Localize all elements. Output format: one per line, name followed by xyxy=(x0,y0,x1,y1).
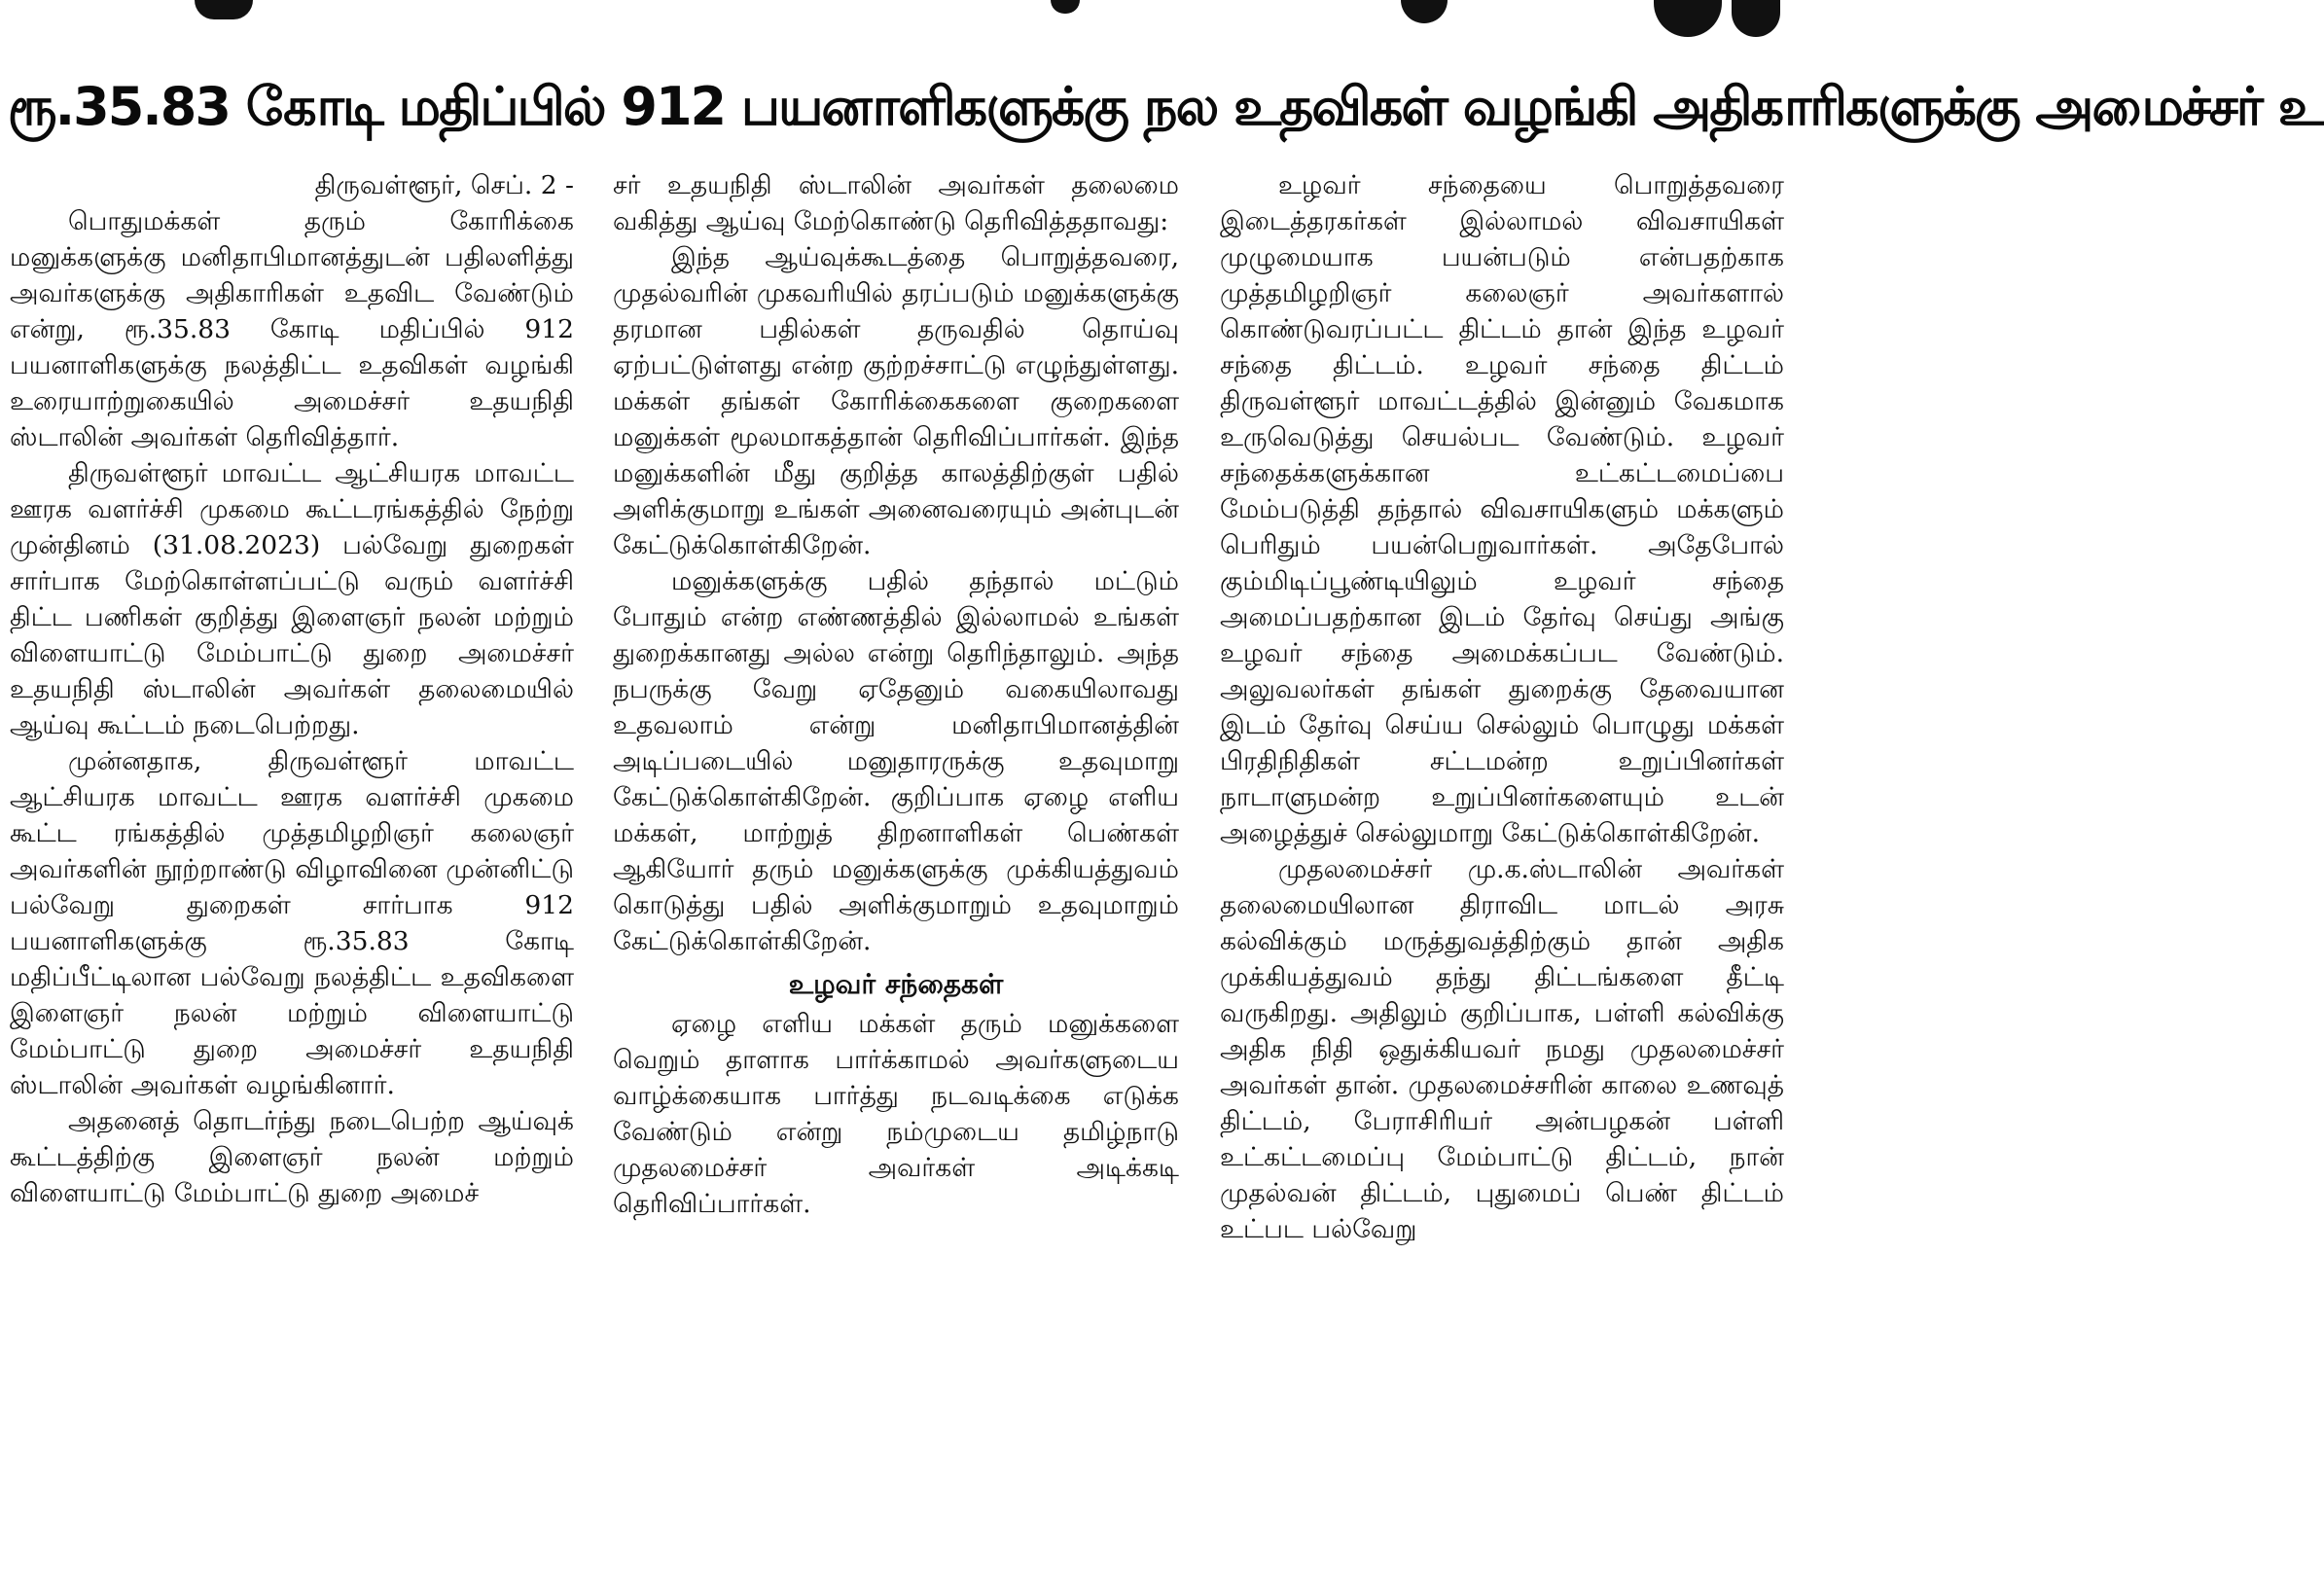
cropped-glyph-3 xyxy=(1401,0,1448,23)
subheading: உழவர் சந்தைகள் xyxy=(788,968,1004,1000)
paragraph: முன்னதாக, திருவள்ளூர் மாவட்ட ஆட்சியரக மாவட்ட ஊரக வளர்ச்சி முகமை கூட்ட ரங்கத்தில் முத்தமிழறிஞர் கலைஞர் அவர்களின் நூற்றாண்டு விழாவினை முன்னிட்டு பல்வேறு துறைகள் சார்பாக 912 பயனாளிகளுக்கு ரூ.35.83 கோடி மதிப்பீட்டிலான பல்வேறு நலத்திட்ட உதவிகளை இளைஞர் நலன் மற்றும் விளையாட்டு மேம்பாட்டு துறை அமைச்சர் உதயநிதி ஸ்டாலின் அவர்கள் வழங்கினார். xyxy=(10,746,574,1100)
article-column-2 xyxy=(613,167,1179,1578)
cropped-glyph-5 xyxy=(1732,0,1780,37)
paragraph: ஏழை எளிய மக்கள் தரும் மனுக்களை வெறும் தாளாக பார்க்காமல் அவர்களுடைய வாழ்க்கையாக பார்த்து நடவடிக்கை எடுக்க வேண்டும் என்று நம்முடைய தமிழ்நாடு முதலமைச்சர் அவர்கள் அடிக்கடி தெரிவிப்பார்கள். xyxy=(613,1009,1179,1219)
paragraph: அதனைத் தொடர்ந்து நடைபெற்ற ஆய்வுக் கூட்டத்திற்கு இளைஞர் நலன் மற்றும் விளையாட்டு மேம்பாட்டு துறை அமைச் xyxy=(10,1106,574,1208)
paragraph: திருவள்ளூர் மாவட்ட ஆட்சியரக மாவட்ட ஊரக வளர்ச்சி முகமை கூட்டரங்கத்தில் நேற்று முன்தினம் (31.08.2023) பல்வேறு துறைகள் சார்பாக மேற்கொள்ளப்பட்டு வரும் வளர்ச்சி திட்ட பணிகள் குறித்து இளைஞர் நலன் மற்றும் விளையாட்டு மேம்பாட்டு துறை அமைச்சர் உதயநிதி ஸ்டாலின் அவர்கள் தலைமையில் ஆய்வு கூட்டம் நடைபெற்றது. xyxy=(10,458,574,740)
paragraph: உழவர் சந்தையை பொறுத்தவரை இடைத்தரகர்கள் இல்லாமல் விவசாயிகள் முழுமையாக பயன்படும் என்பதற்காக முத்தமிழறிஞர் கலைஞர் அவர்களால் கொண்டுவரப்பட்ட திட்டம் தான் இந்த உழவர் சந்தை திட்டம். உழவர் சந்தை திட்டம் திருவள்ளூர் மாவட்டத்தில் இன்னும் வேகமாக உருவெடுத்து செயல்பட வேண்டும். உழவர் சந்தைக்களுக்கான உட்கட்டமைப்பை மேம்படுத்தி தந்தால் விவசாயிகளும் மக்களும் பெரிதும் பயன்பெறுவார்கள். அதேபோல் கும்மிடிப்பூண்டியிலும் உழவர் சந்தை அமைப்பதற்கான இடம் தேர்வு செய்து அங்கு உழவர் சந்தை அமைக்கப்பட வேண்டும். அலுவலர்கள் தங்கள் துறைக்கு தேவையான இடம் தேர்வு செய்ய செல்லும் பொழுது மக்கள் பிரதிநிதிகள் சட்டமன்ற உறுப்பினர்கள் நாடாளுமன்ற உறுப்பினர்களையும் உடன் அழைத்துச் செல்லுமாறு கேட்டுக்கொள்கிறேன். xyxy=(1220,170,1784,848)
cropped-masthead-strip xyxy=(0,0,1788,44)
cropped-glyph-1 xyxy=(195,0,253,19)
paragraph: முதலமைச்சர் மு.க.ஸ்டாலின் அவர்கள் தலைமையிலான திராவிட மாடல் அரசு கல்விக்கும் மருத்துவத்திற்கும் தான் அதிக முக்கியத்துவம் தந்து திட்டங்களை தீட்டி வருகிறது. அதிலும் குறிப்பாக, பள்ளி கல்விக்கு அதிக நிதி ஒதுக்கியவர் நமது முதலமைச்சர் அவர்கள் தான். முதலமைச்சரின் காலை உணவுத் திட்டம், பேராசிரியர் அன்பழகன் பள்ளி உட்கட்டமைப்பு மேம்பாட்டு திட்டம், நான் முதல்வன் திட்டம், புதுமைப் பெண் திட்டம் உட்பட பல்வேறு xyxy=(1220,854,1784,1244)
paragraph: இந்த ஆய்வுக்கூடத்தை பொறுத்தவரை, முதல்வரின் முகவரியில் தரப்படும் மனுக்களுக்கு தரமான பதில்கள் தருவதில் தொய்வு ஏற்பட்டுள்ளது என்ற குற்றச்சாட்டு எழுந்துள்ளது. மக்கள் தங்கள் கோரிக்கைகளை குறைகளை மனுக்கள் மூலமாகத்தான் தெரிவிப்பார்கள். இந்த மனுக்களின் மீது குறித்த காலத்திற்குள் பதில் அளிக்குமாறு உங்கள் அனைவரையும் அன்புடன் கேட்டுக்கொள்கிறேன். xyxy=(613,242,1179,560)
cropped-glyph-2 xyxy=(1051,0,1080,14)
paragraph: சர் உதயநிதி ஸ்டாலின் அவர்கள் தலைமை வகித்து ஆய்வு மேற்கொண்டு தெரிவித்ததாவது: xyxy=(613,170,1179,236)
dateline: திருவள்ளூர், செப். 2 - xyxy=(314,170,574,200)
article-column-3 xyxy=(1220,167,1784,1578)
article-column-1 xyxy=(10,167,574,1578)
cropped-glyph-4 xyxy=(1654,0,1722,37)
paragraph: பொதுமக்கள் தரும் கோரிக்கை மனுக்களுக்கு மனிதாபிமானத்துடன் பதிலளித்து அவர்களுக்கு அதிகாரிகள் உதவிட வேண்டும் என்று, ரூ.35.83 கோடி மதிப்பில் 912 பயனாளிகளுக்கு நலத்திட்ட உதவிகள் வழங்கி உரையாற்றுகையில் அமைச்சர் உதயநிதி ஸ்டாலின் அவர்கள் தெரிவித்தார். xyxy=(10,206,574,452)
paragraph: மனுக்களுக்கு பதில் தந்தால் மட்டும் போதும் என்ற எண்ணத்தில் இல்லாமல் உங்கள் துறைக்கானது அல்ல என்று தெரிந்தாலும். அந்த நபருக்கு வேறு ஏதேனும் வகையிலாவது உதவலாம் என்று மனிதாபிமானத்தின் அடிப்படையில் மனுதாரருக்கு உதவுமாறு கேட்டுக்கொள்கிறேன். குறிப்பாக ஏழை எளிய மக்கள், மாற்றுத் திறனாளிகள் பெண்கள் ஆகியோர் தரும் மனுக்களுக்கு முக்கியத்துவம் கொடுத்து பதில் அளிக்குமாறும் உதவுமாறும் கேட்டுக்கொள்கிறேன். xyxy=(613,566,1179,956)
article-headline: ரூ.35.83 கோடி மதிப்பில் 912 பயனாளிகளுக்கு நல உதவிகள் வழங்கி அதிகாரிகளுக்கு அமைச்சர் உ xyxy=(8,76,2324,137)
